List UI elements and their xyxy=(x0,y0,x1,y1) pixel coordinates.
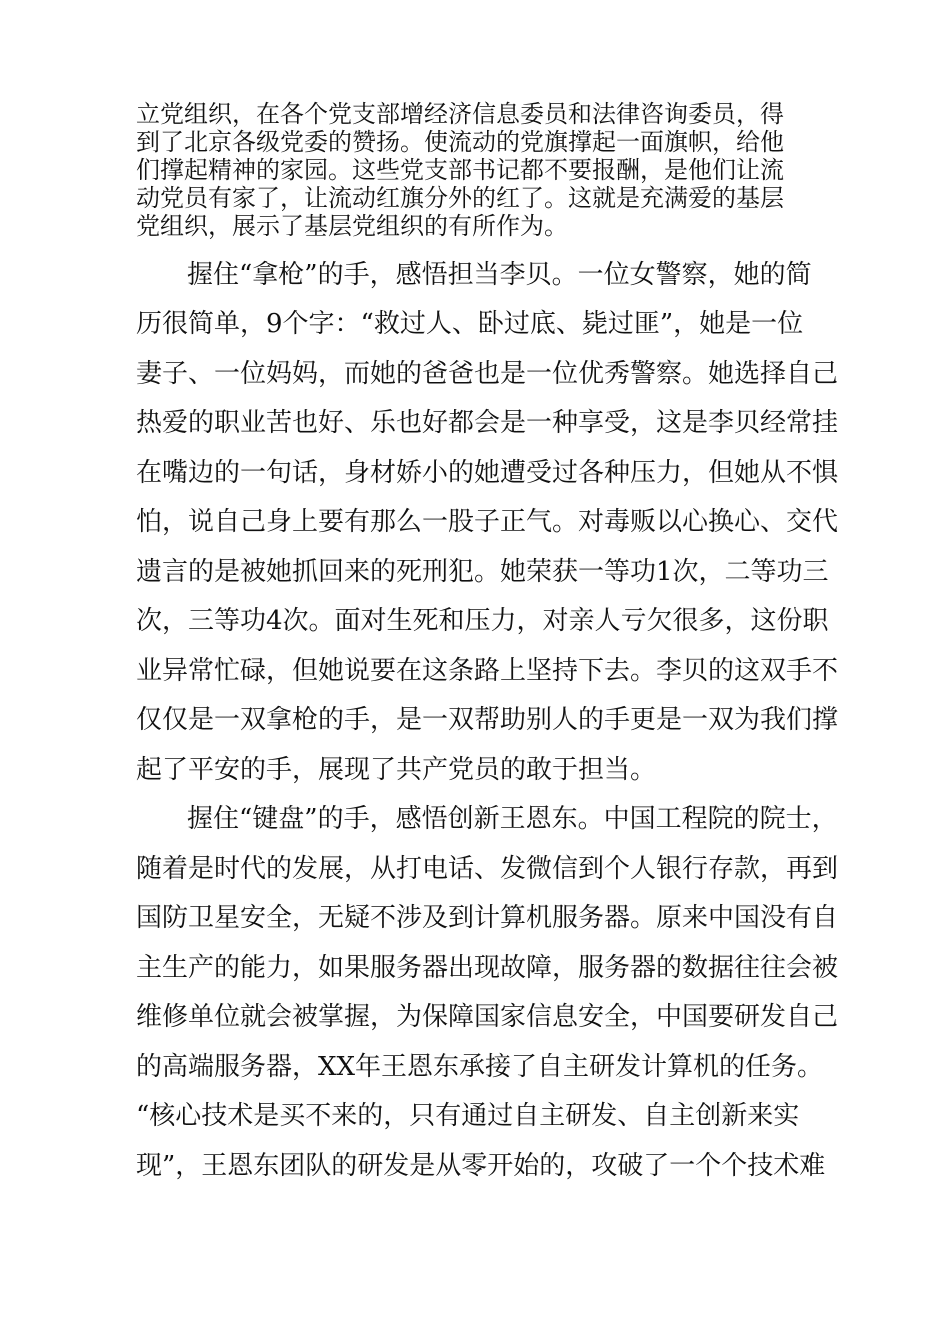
paragraph-line: 握住“键盘”的手，感悟创新王恩东。中国工程院的院士， xyxy=(187,804,838,834)
paragraph-line: 维修单位就会被掌握，为保障国家信息安全，中国要研发自己 xyxy=(136,1002,839,1032)
paragraph-line: 主生产的能力，如果服务器出现故障，服务器的数据往往会被 xyxy=(136,953,839,983)
paragraph-line: 妻子、一位妈妈，而她的爸爸也是一位优秀警察。她选择自己 xyxy=(136,359,839,389)
paragraph-line: 热爱的职业苦也好、乐也好都会是一种享受，这是李贝经常挂 xyxy=(136,408,839,438)
paragraph-line: 党组织，展示了基层党组织的有所作为。 xyxy=(136,212,568,240)
paragraph-line: 到了北京各级党委的赞扬。使流动的党旗撑起一面旗帜，给他 xyxy=(136,128,784,156)
paragraph-line: 随着是时代的发展，从打电话、发微信到个人银行存款，再到 xyxy=(136,854,839,884)
paragraph-line: 怕，说自己身上要有那么一股子正气。对毒贩以心换心、交代 xyxy=(136,507,839,537)
paragraph-line: 遗言的是被她抓回来的死刑犯。她荣获一等功1次，二等功三 xyxy=(136,557,829,587)
paragraph-line: 次，三等功4次。面对生死和压力，对亲人亏欠很多，这份职 xyxy=(136,606,829,636)
paragraph-line: 国防卫星安全，无疑不涉及到计算机服务器。原来中国没有自 xyxy=(136,903,839,933)
paragraph-line: 现”，王恩东团队的研发是从零开始的，攻破了一个个技术难 xyxy=(136,1151,826,1181)
paragraph-line: 们撑起精神的家园。这些党支部书记都不要报酬，是他们让流 xyxy=(136,156,784,184)
paragraph-line: 立党组织，在各个党支部增经济信息委员和法律咨询委员，得 xyxy=(136,100,784,128)
paragraph-line: 历很简单，9个字：“救过人、卧过底、毙过匪”，她是一位 xyxy=(136,309,804,339)
paragraph-line: 动党员有家了，让流动红旗分外的红了。这就是充满爱的基层 xyxy=(136,184,784,212)
paragraph-line: 在嘴边的一句话，身材娇小的她遭受过各种压力，但她从不惧 xyxy=(136,458,839,488)
paragraph-line: 的高端服务器，XX年王恩东承接了自主研发计算机的任务。 xyxy=(136,1052,824,1082)
paragraph-line: 仅仅是一双拿枪的手，是一双帮助别人的手更是一双为我们撑 xyxy=(136,705,839,735)
paragraph-line: 业异常忙碌，但她说要在这条路上坚持下去。李贝的这双手不 xyxy=(136,656,839,686)
paragraph-line: 起了平安的手，展现了共产党员的敢于担当。 xyxy=(136,755,657,785)
paragraph-line: “核心技术是买不来的，只有通过自主研发、自主创新来实 xyxy=(136,1101,800,1131)
paragraph-line: 握住“拿枪”的手，感悟担当李贝。一位女警察，她的简 xyxy=(187,260,812,290)
